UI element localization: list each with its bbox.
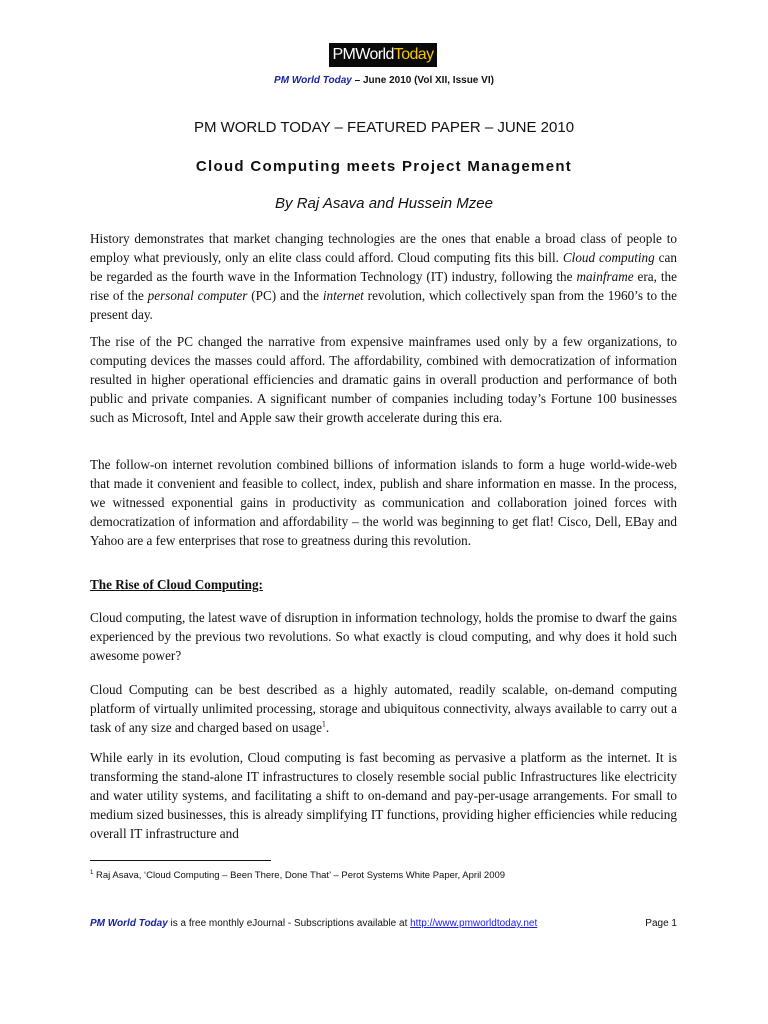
logo-pm-text: PM xyxy=(332,46,356,63)
paragraph-cloud-promise: Cloud computing, the latest wave of disruption in information technology, holds the promise to dwarf the gains experienced by the previous two revolutions. So what exactly is cloud computing, and why does it hold such awesome power? xyxy=(90,610,677,663)
page-number: Page 1 xyxy=(645,918,677,929)
footnote-reference: 1 xyxy=(321,719,326,729)
paragraph-pc-rise: The rise of the PC changed the narrative from expensive mainframes used only by a few organizations, to computing devices the masses could afford. The affordability, combined with democratization of information resulted in higher operational efficiencies and dramatic gains in overall production and performance of both public and private companies. A significant number of companies including today’s Fortune 100 businesses such as Microsoft, Intel and Apple saw their growth accelerate during this era. xyxy=(90,334,677,425)
pm-world-today-logo xyxy=(329,43,437,67)
paragraph-intro: History demonstrates that market changing technologies are the ones that enable a broad class of people to employ what previously, only an elite class could afford. Cloud computing fits this bill. Cloud computing can be regarded as the fourth wave in the Information Technology (IT) industry, following the mainframe era, the rise of the personal computer (PC) and the internet revolution, which collectively span from the 1960’s to the present day. xyxy=(90,231,677,322)
paragraph-internet-revolution: The follow-on internet revolution combined billions of information islands to form a huge world-wide-web that made it convenient and feasible to collect, index, publish and share information en masse. In the process, we witnessed exponential gains in productivity as communication and collaboration joined forces with democratization of information and affordability – the world was beginning to get flat! Cisco, Dell, EBay and Yahoo are a few enterprises that rose to greatness during this revolution. xyxy=(90,457,677,548)
footer-publication: PM World Today xyxy=(90,918,168,929)
issue-info: – June 2010 (Vol XII, Issue VI) xyxy=(351,75,494,86)
footnote: $^1$ Raj Asava, ‘Cloud Computing – Been There, Done That’ – Perot Systems White Paper, April 2009 xyxy=(90,870,506,882)
featured-paper-line: PM WORLD TODAY – FEATURED PAPER – JUNE 2010 xyxy=(193,119,575,136)
paper-title: Cloud Computing meets Project Management xyxy=(195,158,573,175)
paragraph-cloud-definition: Cloud Computing can be best described as a highly automated, readily scalable, on-demand computing platform of virtually unlimited processing, storage and ubiquitous connectivity, always available to carry out a task of any size and charged based on usage$^1$. xyxy=(90,682,677,735)
paragraph-cloud-evolution: While early in its evolution, Cloud computing is fast becoming as pervasive a platform as the internet. It is transforming the stand-alone IT infrastructures to closely resemble social public Infrastructures like electricity and water utility systems, and facilitating a shift to on-demand and pay-per-usage arrangements. For small to medium sized businesses, this is already simplifying IT functions, providing higher efficiencies while reducing overall IT infrastructure and xyxy=(90,750,677,841)
logo-today-text: Today xyxy=(393,46,434,63)
logo-world-text: World xyxy=(355,46,394,63)
subscription-link[interactable]: http://www.pmworldtoday.net xyxy=(410,918,538,929)
page-footer: PM World Today is a free monthly eJournal - Subscriptions available at http://www.pmworldtoday.net Page 1 xyxy=(90,918,677,929)
issue-line xyxy=(0,75,768,86)
publication-name: PM World Today xyxy=(274,75,352,86)
section-heading: The Rise of Cloud Computing: xyxy=(90,577,263,592)
footnote-divider xyxy=(90,860,271,861)
byline: By Raj Asava and Hussein Mzee xyxy=(275,195,493,212)
